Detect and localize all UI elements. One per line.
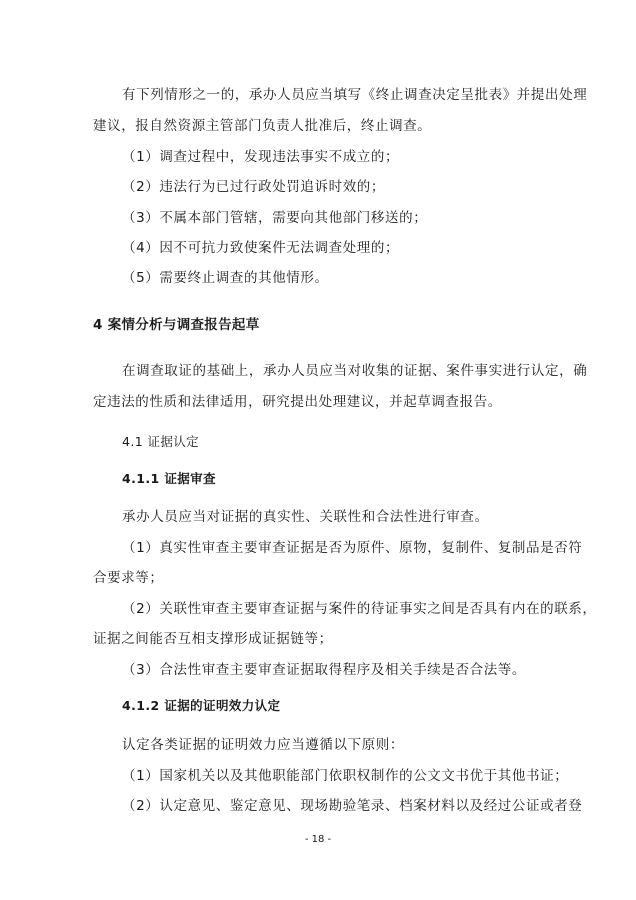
paragraph-line: 在调查取证的基础上，承办人员应当对收集的证据、案件事实进行认定，确 [122, 363, 588, 379]
page-number: - 18 - [304, 834, 332, 845]
subsubsection-heading: 4.1.1 证据审查 [122, 471, 216, 486]
subsection-heading: 4.1 证据认定 [122, 434, 200, 449]
list-item-continuation: 合要求等； [93, 570, 164, 586]
paragraph-line: 建议，报自然资源主管部门负责人批准后，终止调查。 [93, 118, 432, 134]
list-item: （3）不属本部门管辖，需要向其他部门移送的； [122, 210, 428, 226]
list-item: （2）违法行为已过行政处罚追诉时效的； [122, 179, 385, 195]
list-item: （1）国家机关以及其他职能部门依职权制作的公文文书优于其他书证； [122, 768, 569, 784]
list-item: （1）调查过程中，发现违法事实不成立的； [122, 149, 400, 165]
list-item: （5）需要终止调查的其他情形。 [122, 270, 329, 286]
subsubsection-heading: 4.1.2 证据的证明效力认定 [122, 698, 281, 713]
list-item: （1）真实性审查主要审查证据是否为原件、原物，复制件、复制品是否符 [122, 540, 583, 556]
paragraph-line: 认定各类证据的证明效力应当遵循以下原则： [122, 737, 404, 753]
list-item: （3）合法性审查主要审查证据取得程序及相关手续是否合法等。 [122, 662, 526, 678]
list-item: （2）关联性审查主要审查证据与案件的待证事实之间是否具有内在的联系， [122, 601, 597, 617]
paragraph-line: 有下列情形之一的，承办人员应当填写《终止调查决定呈批表》并提出处理 [122, 87, 588, 103]
list-item: （2）认定意见、鉴定意见、现场勘验笔录、档案材料以及经过公证或者登 [122, 798, 583, 814]
paragraph-line: 定违法的性质和法律适用，研究提出处理建议，并起草调查报告。 [93, 394, 502, 410]
list-item: （4）因不可抗力致使案件无法调查处理的； [122, 240, 400, 256]
list-item-continuation: 证据之间能否互相支撑形成证据链等； [93, 631, 333, 647]
section-heading: 4 案情分析与调查报告起草 [93, 317, 260, 333]
paragraph-line: 承办人员应当对证据的真实性、关联性和合法性进行审查。 [122, 509, 489, 525]
